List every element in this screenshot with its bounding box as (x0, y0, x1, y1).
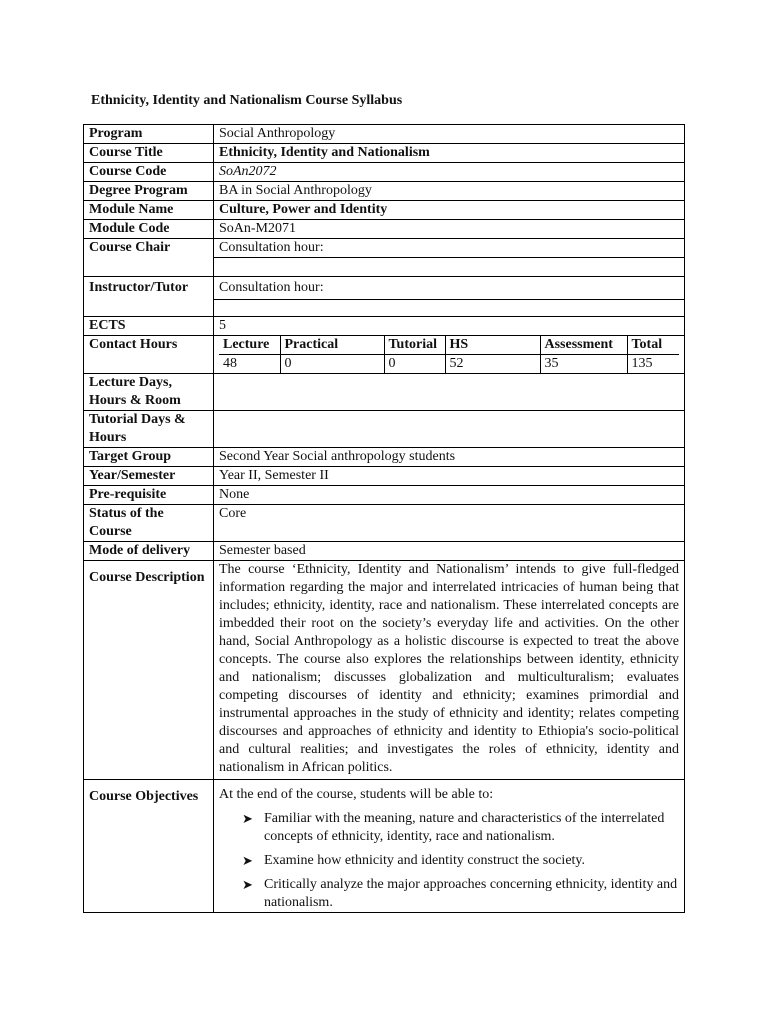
prerequisite-label: Pre-requisite (84, 486, 214, 505)
hours-value-assessment: 35 (540, 355, 627, 374)
arrow-bullet-icon: ➤ (242, 853, 253, 868)
row-ects (84, 317, 685, 336)
row-objectives (84, 780, 685, 913)
ects-value: 5 (214, 317, 685, 336)
hours-header-assessment: Assessment (540, 336, 627, 355)
lecture-days-value (214, 374, 685, 411)
objectives-label: Course Objectives (84, 780, 214, 913)
instructor-value: Consultation hour: (214, 277, 685, 300)
hours-value-practical: 0 (280, 355, 384, 374)
hours-value-hs: 52 (445, 355, 540, 374)
hours-value-total: 135 (631, 356, 653, 371)
hours-value-lecture: 48 (219, 355, 280, 374)
row-year-semester (84, 467, 685, 486)
row-tutorial-days (84, 411, 685, 448)
year-semester-label: Year/Semester (84, 467, 214, 486)
objective-text: Familiar with the meaning, nature and characteristics of the interrelated concepts of ethnicity, identity, race and nationalism. (264, 811, 665, 844)
row-contact-hours (84, 336, 685, 374)
hours-header-practical: Practical (280, 336, 384, 355)
objective-item (219, 876, 679, 912)
objective-item (219, 810, 679, 846)
course-code-label: Course Code (84, 163, 214, 182)
hours-header-lecture: Lecture (219, 336, 280, 355)
contact-hours-header-row (219, 336, 679, 355)
module-code-label: Module Code (84, 220, 214, 239)
degree-program-label: Degree Program (84, 182, 214, 201)
arrow-bullet-icon: ➤ (242, 811, 253, 826)
description-value: The course ‘Ethnicity, Identity and Nationalism’ intends to give full-fledged information regarding the major and interrelated intricacies of human being that includes; ethnicity, identity, race and nationalism. These interrelated concepts are imbedded their root on the society’s everyday life and activities. On the other hand, Social Anthropology as a holistic discourse is expected to treat the above concepts. The course also explores the relationships between identity, ethnicity and nationalism; discusses globalization and multiculturalism; evaluates competing discourses of identity and ethnicity; examines primordial and instrumental approaches in the study of ethnicity and identity; relates competing discourses and approaches of ethnicity and identity to Ethiopia's socio-political and cultural realities; and investigates the roles of ethnicity, identity and nationalism in African politics. (214, 561, 685, 780)
row-module-name (84, 201, 685, 220)
arrow-bullet-icon: ➤ (242, 877, 253, 892)
status-value: Core (214, 505, 685, 542)
instructor-label: Instructor/Tutor (84, 277, 214, 317)
row-lecture-days (84, 374, 685, 411)
row-degree-program (84, 182, 685, 201)
objectives-cell (214, 780, 685, 913)
syllabus-table (83, 124, 685, 913)
objective-item (219, 852, 679, 870)
row-instructor (84, 277, 685, 300)
ects-label: ECTS (84, 317, 214, 336)
hours-header-total: Total (627, 336, 679, 355)
course-chair-label: Course Chair (84, 239, 214, 277)
objective-text: Critically analyze the major approaches concerning ethnicity, identity and nationalism. (264, 877, 678, 910)
course-chair-value: Consultation hour: (214, 239, 685, 258)
row-module-code (84, 220, 685, 239)
hours-value-tutorial: 0 (384, 355, 445, 374)
mode-value: Semester based (214, 542, 685, 561)
row-course-code (84, 163, 685, 182)
contact-hours-value-row (219, 355, 679, 374)
contact-hours-cell (214, 336, 685, 374)
row-description (84, 561, 685, 780)
course-code-value: SoAn2072 (214, 163, 685, 182)
objectives-intro: At the end of the course, students will be able to: (219, 787, 494, 802)
tutorial-days-label: Tutorial Days & Hours (84, 411, 214, 448)
year-semester-value: Year II, Semester II (214, 467, 685, 486)
instructor-blank (214, 300, 685, 317)
tutorial-days-value (214, 411, 685, 448)
degree-program-value: BA in Social Anthropology (214, 182, 685, 201)
mode-label: Mode of delivery (84, 542, 214, 561)
status-label: Status of the Course (84, 505, 214, 542)
target-group-value: Second Year Social anthropology students (214, 448, 685, 467)
module-name-label: Module Name (84, 201, 214, 220)
module-name-value: Culture, Power and Identity (214, 201, 685, 220)
course-title-label: Course Title (84, 144, 214, 163)
row-program (84, 125, 685, 144)
row-course-chair (84, 239, 685, 258)
program-label: Program (84, 125, 214, 144)
contact-hours-table (219, 336, 679, 373)
objective-text: Examine how ethnicity and identity construct the society. (264, 853, 586, 868)
document-title: Ethnicity, Identity and Nationalism Course Syllabus (91, 93, 403, 108)
program-value: Social Anthropology (214, 125, 685, 144)
row-course-title (84, 144, 685, 163)
description-label: Course Description (84, 561, 214, 780)
row-prerequisite (84, 486, 685, 505)
row-status (84, 505, 685, 542)
module-code-value: SoAn-M2071 (214, 220, 685, 239)
target-group-label: Target Group (84, 448, 214, 467)
contact-hours-label: Contact Hours (84, 336, 214, 374)
hours-header-hs: HS (445, 336, 540, 355)
hours-header-tutorial: Tutorial (384, 336, 445, 355)
course-chair-blank (214, 258, 685, 277)
course-title-value: Ethnicity, Identity and Nationalism (214, 144, 685, 163)
row-target-group (84, 448, 685, 467)
row-mode (84, 542, 685, 561)
prerequisite-value: None (214, 486, 685, 505)
lecture-days-label: Lecture Days, Hours & Room (84, 374, 214, 411)
